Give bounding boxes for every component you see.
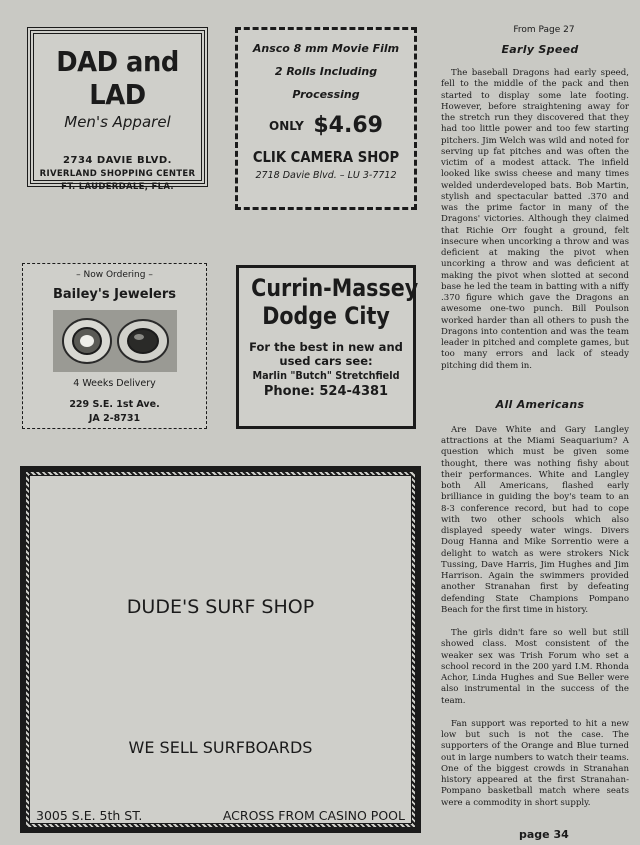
dude-address: 3005 S.E. 5th ST. — [36, 808, 143, 823]
dudes-surf-shop-ad — [20, 466, 421, 833]
currin-massey-name: Currin-Massey — [251, 274, 419, 302]
dude-footer — [36, 808, 405, 823]
dad-lad-subtitle: Men's Apparel — [64, 113, 171, 131]
bailey-now-ordering: – Now Ordering – — [76, 270, 153, 280]
continued-from: From Page 27 — [513, 25, 575, 35]
heading-all-americans: All Americans — [495, 397, 585, 411]
dad-and-lad-ad — [27, 27, 208, 192]
currin-contact: Marlin "Butch" Stretchfield — [252, 369, 400, 382]
bailey-delivery: 4 Weeks Delivery — [73, 378, 156, 389]
ansco-shop-name: CLIK CAMERA SHOP — [252, 148, 400, 166]
ansco-line-1: Ansco 8 mm Movie Film — [252, 42, 400, 55]
bailey-name: Bailey's Jewelers — [52, 287, 177, 302]
ansco-price-row — [238, 113, 414, 138]
dad-lad-title: DAD and LAD — [56, 45, 179, 111]
paragraph-girls: The girls didn't fare so well but still showed class. Most consistent of the weaker sex was Trish Forum who set a school record in the 200 yard I.M. Rhonda Achor, Linda Hughes and Sue Beller were also instrumental in the success of the team. — [441, 628, 629, 706]
paragraph-gap — [441, 616, 629, 628]
dude-slogan: WE SELL SURFBOARDS — [128, 738, 313, 757]
currin-massey-ad — [236, 265, 419, 429]
paragraph-swimming: Are Dave White and Gary Langley attractions at the Miami Seaquarium? A question which must be given some thought, there was nothing fishy about their performances. White and Langley both All Americans, flashed early brilliance in guiding the boy's team to an 8-3 conference record, but had to cope with two other schools which also displayed speedy water wings. Divers Doug Hanna and Mike Sorrentio were a delight to watch as were strokers Nick Tussing, Dave Harris, Jim Hughes and Jim Harrison. Again the swimmers provided another Stranahan first by defeating defending State Champions Pompano Beach for the first time in history. — [441, 424, 629, 615]
dad-lad-address-center: RIVERLAND SHOPPING CENTER — [39, 169, 196, 179]
currin-phone: Phone: 524-4381 — [263, 384, 389, 399]
page-number: page 34 — [519, 828, 569, 841]
ansco-film-ad — [235, 27, 417, 210]
ansco-line-3: Processing — [292, 88, 360, 101]
bailey-address: 229 S.E. 1st Ave. — [69, 399, 160, 410]
currin-tagline-2: used cars see: — [279, 354, 373, 368]
article-column — [441, 25, 629, 809]
ansco-line-2: 2 Rolls Including — [274, 65, 378, 78]
dad-lad-address-street: 2734 DAVIE BLVD. — [63, 155, 172, 166]
ansco-only-label: ONLY — [269, 118, 304, 133]
paragraph-fans: Fan support was reported to hit a new low but such is not the case. The supporters of the Orange and Blue turned out in large numbers to watch their teams. One of the biggest crowds in Stranahan history appeared at the first Stranahan-Pompano basketball match where seats were a commodity in short supply. — [441, 718, 629, 808]
ansco-price: $4.69 — [313, 113, 383, 138]
dude-ad-inner — [29, 475, 412, 824]
paragraph-gap — [441, 707, 629, 719]
dodge-city-name: Dodge City — [262, 302, 390, 330]
dude-location: ACROSS FROM CASINO POOL — [222, 808, 405, 823]
class-rings-image — [53, 310, 177, 372]
baileys-jewelers-ad — [22, 263, 207, 429]
dude-title: DUDE'S SURF SHOP — [126, 596, 315, 618]
bailey-phone: JA 2-8731 — [88, 413, 141, 424]
heading-early-speed: Early Speed — [501, 43, 579, 56]
paragraph-baseball: The baseball Dragons had early speed, fell to the middle of the pack and then started to display some late footing. However, before straightening away for the stretch run they discovered that they had too little power and too few starting pitchers. Jim Welch was wild and noted for serving up fat pitches and was often the victim of a modest attack. The infield looked like swiss cheese and many times welded underdeveloped bats. Bob Martin, stylish and spectacular batted .370 and was the prime factor in many of the Dragons' victories. Although they claimed that Richie Orr fought a ground, felt insecure when uncorking a throw and was deficient at making the pivot when uncorking a throw and was deficient at making the pivot when slotted at second base he led the team in batting with a niffy .370 figure which gave the Dragons an awesome one-two punch. Bill Poulson worked harder than all others to push the Dragons into contention and was the team leader in pitched and complete games, but too many errors and lack of steady pitching did them in. — [441, 68, 629, 371]
dad-lad-address-city: FT. LAUDERDALE, FLA. — [61, 182, 174, 192]
ansco-shop-address: 2718 Davie Blvd. – LU 3-7712 — [255, 170, 397, 181]
currin-tagline-1: For the best in new and — [249, 340, 403, 354]
